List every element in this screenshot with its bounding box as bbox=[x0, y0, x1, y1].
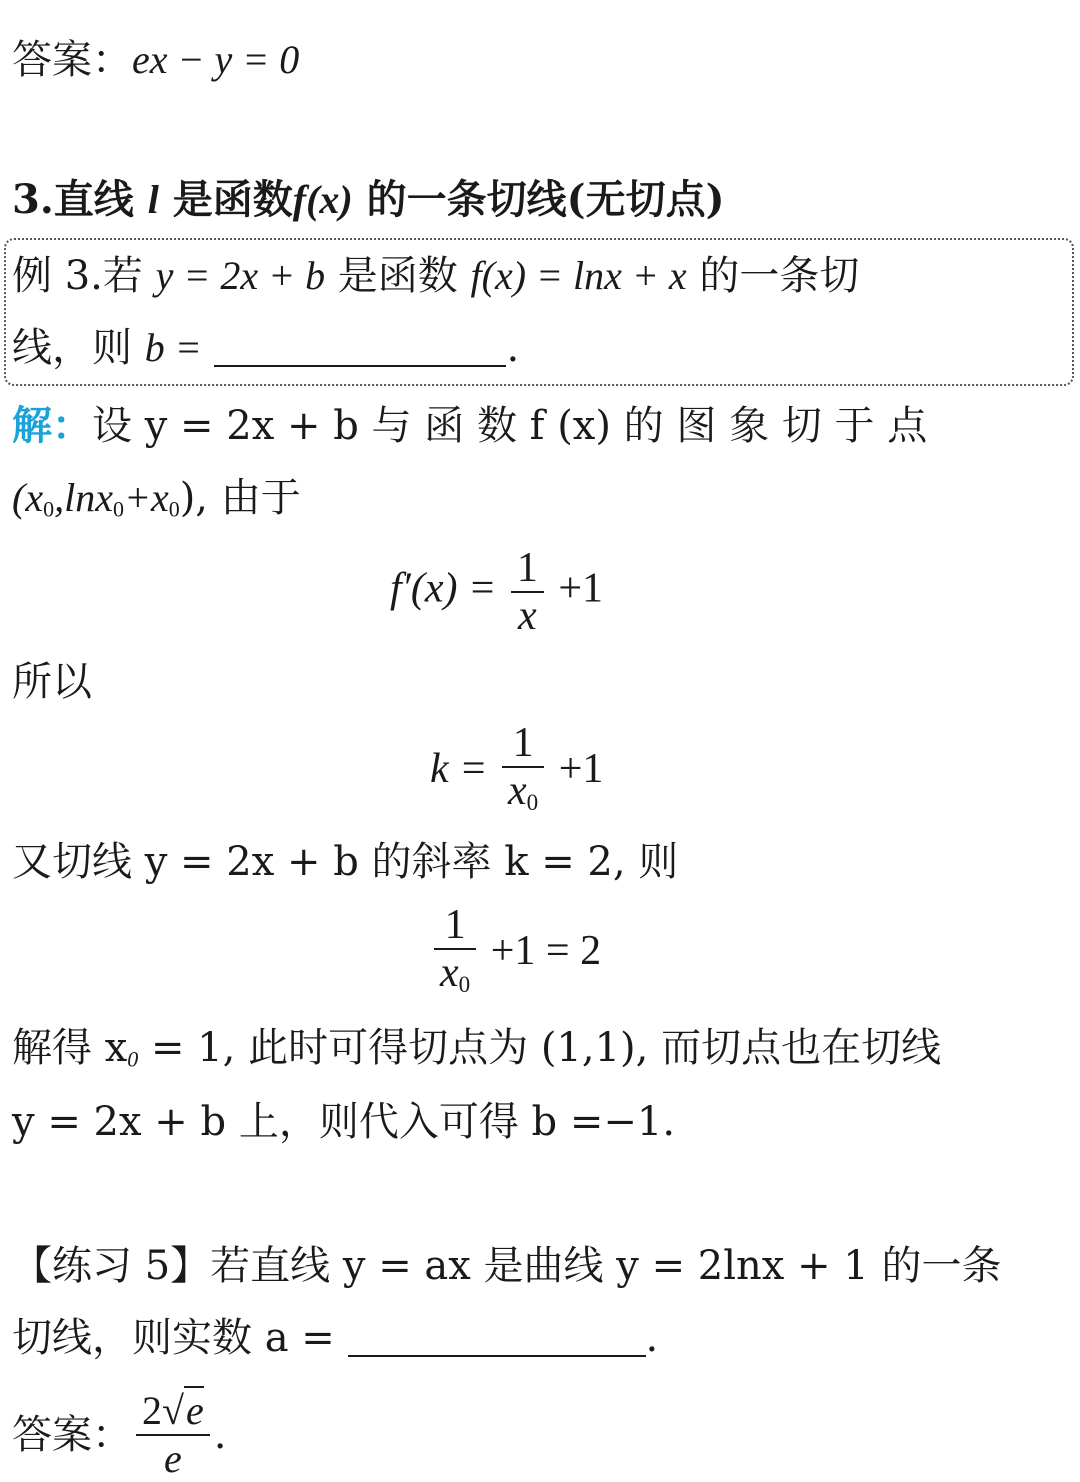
result-text-c: = 1, 此时可得切点为 (1,1), 而切点也在切线 bbox=[138, 1025, 942, 1071]
answer5-label: 答案： bbox=[12, 1412, 132, 1458]
slope-equation bbox=[430, 720, 603, 825]
exercise-line-1 bbox=[12, 1240, 1001, 1292]
exercise-line-2 bbox=[12, 1312, 658, 1364]
fraction-1-over-x0-b bbox=[434, 902, 476, 1007]
answer5-end: . bbox=[213, 1412, 227, 1458]
den-x: x bbox=[507, 768, 527, 814]
solution-label: 解 bbox=[12, 402, 52, 449]
suoyi-line bbox=[12, 656, 92, 708]
fraction-numerator: 1 bbox=[516, 545, 538, 591]
solution-line-1 bbox=[12, 400, 1062, 452]
fraction-denominator bbox=[502, 766, 544, 825]
sub-0c: 0 bbox=[168, 496, 180, 522]
solution-line-2 bbox=[12, 472, 301, 536]
heading-text-2: 是函数 bbox=[172, 176, 293, 223]
result-sub: 0 bbox=[127, 1046, 139, 1072]
solution-colon: ： bbox=[52, 402, 92, 449]
sqrt-icon: √ bbox=[162, 1388, 184, 1433]
solve-rhs: +1 = 2 bbox=[490, 928, 602, 975]
answer5-denominator: e bbox=[136, 1434, 210, 1482]
den-x: x bbox=[440, 950, 459, 996]
sub-0: 0 bbox=[43, 496, 55, 522]
answer5-numerator bbox=[136, 1388, 210, 1434]
fraction-denominator bbox=[434, 948, 476, 1007]
exercise-blank bbox=[348, 1321, 646, 1357]
section-heading bbox=[12, 174, 725, 226]
answer-expression: ex − y = 0 bbox=[132, 37, 300, 82]
example-eq2: f(x) = lnx + x bbox=[470, 253, 687, 298]
example-line-1 bbox=[12, 250, 859, 302]
previous-answer bbox=[12, 34, 299, 86]
solution-text-2: ), 由于 bbox=[179, 475, 301, 521]
result-line-1 bbox=[12, 1022, 941, 1086]
derivative-rhs: +1 bbox=[558, 565, 603, 612]
point-ln: ,lnx bbox=[54, 475, 113, 520]
answer5-fraction bbox=[136, 1388, 210, 1482]
exercise-text-2: 切线，则实数 a = bbox=[12, 1315, 335, 1361]
example-eq1: y = 2x + b bbox=[155, 253, 326, 298]
fraction-1-over-x0 bbox=[502, 720, 544, 825]
suoyi-text: 所以 bbox=[12, 659, 92, 705]
slope-text: 又切线 y = 2x + b 的斜率 k = 2, 则 bbox=[12, 839, 679, 885]
example-label: 例 3.若 bbox=[12, 253, 156, 299]
example-text-1: 是函数 bbox=[325, 253, 471, 299]
example-end: . bbox=[506, 325, 520, 371]
result-line-2 bbox=[12, 1096, 675, 1148]
answer5-line bbox=[12, 1388, 226, 1482]
example-line-2 bbox=[12, 322, 519, 374]
den-sub: 0 bbox=[526, 788, 539, 815]
slope-lhs: k = bbox=[430, 746, 488, 793]
result-text-2: y = 2x + b 上，则代入可得 b =−1. bbox=[12, 1099, 676, 1145]
example-b: b = bbox=[144, 325, 202, 370]
fraction-denominator: x bbox=[511, 591, 544, 639]
den-sub: 0 bbox=[458, 970, 471, 997]
derivative-lhs: f′(x) = bbox=[390, 565, 497, 612]
fraction-numerator: 1 bbox=[512, 720, 534, 766]
sub-0b: 0 bbox=[112, 496, 124, 522]
example-text-2: 的一条切 bbox=[686, 253, 860, 299]
exercise-text-1: 【练习 5】若直线 y = ax 是曲线 y = 2lnx + 1 的一条 bbox=[12, 1243, 1002, 1289]
point-open: (x bbox=[12, 475, 44, 520]
answer-blank bbox=[214, 331, 506, 367]
heading-fx: f(x) bbox=[292, 177, 353, 222]
fraction-numerator: 1 bbox=[444, 902, 466, 948]
point-plus: +x bbox=[123, 475, 169, 520]
derivative-equation bbox=[390, 545, 603, 639]
section-number: 3. bbox=[12, 176, 54, 223]
slope-rhs: +1 bbox=[558, 746, 604, 793]
num-radicand: e bbox=[185, 1388, 204, 1433]
solution-text-1: 设 y = 2x + b 与 函 数 f (x) 的 图 象 切 于 点 bbox=[92, 403, 928, 449]
heading-var-l: l bbox=[147, 177, 159, 222]
num-coef: 2 bbox=[142, 1388, 162, 1433]
fraction-1-over-x bbox=[511, 545, 544, 639]
exercise-end: . bbox=[645, 1315, 659, 1361]
heading-text-3: 的一条切线(无切点) bbox=[366, 176, 725, 223]
result-text-a: 解得 x bbox=[12, 1025, 128, 1071]
answer-label: 答案： bbox=[12, 37, 132, 83]
example-text-3: 线，则 bbox=[12, 325, 145, 371]
solve-equation bbox=[430, 902, 601, 1007]
heading-text-1: 直线 bbox=[53, 176, 134, 223]
slope-line bbox=[12, 836, 678, 888]
